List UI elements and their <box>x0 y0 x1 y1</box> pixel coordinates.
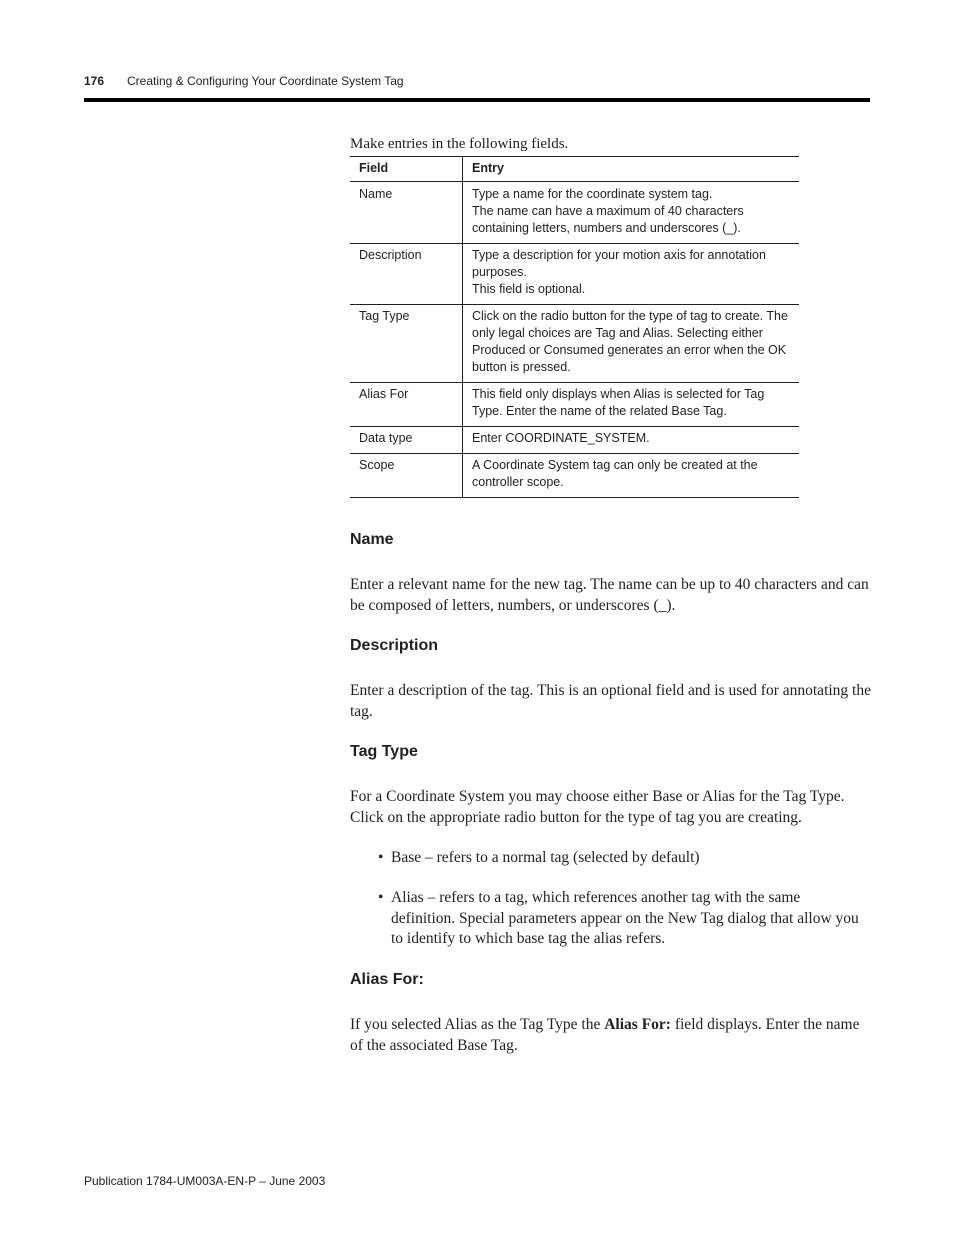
entry-line: A Coordinate System tag can only be created at the controller scope. <box>472 458 758 489</box>
entry-line: The name can have a maximum of 40 characters containing letters, numbers and underscores (_). <box>472 204 744 235</box>
table-row <box>350 427 799 454</box>
section-heading-alias-for: Alias For: <box>350 971 424 988</box>
body-text: field displays. Enter the name of the associated Base Tag. <box>350 1016 860 1054</box>
page-header <box>84 72 870 102</box>
entry-cell <box>463 454 800 498</box>
entry-line: Click on the radio button for the type of tag to create. The only legal choices are Tag and Alias. Selecting either Produced or Consumed generates an error when the OK button is pressed. <box>472 309 788 374</box>
entry-cell <box>463 182 800 244</box>
section-body-name: Enter a relevant name for the new tag. The name can be up to 40 characters and can be composed of letters, numbers, or underscores (_). <box>350 576 869 614</box>
field-cell: Data type <box>350 427 463 454</box>
bullet-text: Base – refers to a normal tag (selected by default) <box>391 849 700 866</box>
section-body-description: Enter a description of the tag. This is an optional field and is used for annotating the tag. <box>350 682 871 720</box>
table-row <box>350 182 799 244</box>
entry-cell <box>463 427 800 454</box>
bullet-item-alias <box>378 888 868 950</box>
section-heading-tag-type: Tag Type <box>350 743 418 760</box>
table-row <box>350 454 799 498</box>
entry-cell <box>463 383 800 427</box>
section-body-tag-type: For a Coordinate System you may choose either Base or Alias for the Tag Type. Click on the appropriate radio button for the type of tag you are creating. <box>350 788 845 826</box>
entry-cell <box>463 305 800 383</box>
field-cell: Scope <box>350 454 463 498</box>
table-header-row <box>350 157 799 182</box>
table-row <box>350 383 799 427</box>
running-title: Creating & Configuring Your Coordinate System Tag <box>127 74 404 88</box>
table-row <box>350 305 799 383</box>
entry-cell <box>463 244 800 305</box>
section-heading-name: Name <box>350 531 394 548</box>
bullet-icon: • <box>378 849 384 866</box>
page-footer: Publication 1784-UM003A-EN-P – June 2003 <box>84 1174 326 1188</box>
entry-line: Type a description for your motion axis for annotation purposes. <box>472 248 766 279</box>
table-row <box>350 244 799 305</box>
bullet-icon: • <box>378 889 384 906</box>
entry-line: Type a name for the coordinate system tag. <box>472 187 713 201</box>
section-body-alias-for <box>350 1015 875 1056</box>
field-cell: Name <box>350 182 463 244</box>
table-intro: Make entries in the following fields. <box>350 136 569 152</box>
body-text: If you selected Alias as the Tag Type the <box>350 1016 605 1033</box>
entry-line: This field is optional. <box>472 282 586 296</box>
entry-line: This field only displays when Alias is selected for Tag Type. Enter the name of the related Base Tag. <box>472 387 765 418</box>
column-header-field: Field <box>350 157 463 182</box>
bullet-text: Alias – refers to a tag, which references another tag with the same definition. Special parameters appear on the New Tag dialog that allow you to identify to which base tag the alias refers. <box>391 889 859 947</box>
field-cell: Alias For <box>350 383 463 427</box>
fields-table <box>350 156 799 498</box>
field-cell: Description <box>350 244 463 305</box>
page-number: 176 <box>84 74 105 88</box>
section-heading-description: Description <box>350 637 439 654</box>
field-cell: Tag Type <box>350 305 463 383</box>
bold-term: Alias For: <box>604 1016 671 1033</box>
column-header-entry: Entry <box>463 157 800 182</box>
entry-line: Enter COORDINATE_SYSTEM. <box>472 431 650 445</box>
bullet-item-base <box>378 848 868 869</box>
